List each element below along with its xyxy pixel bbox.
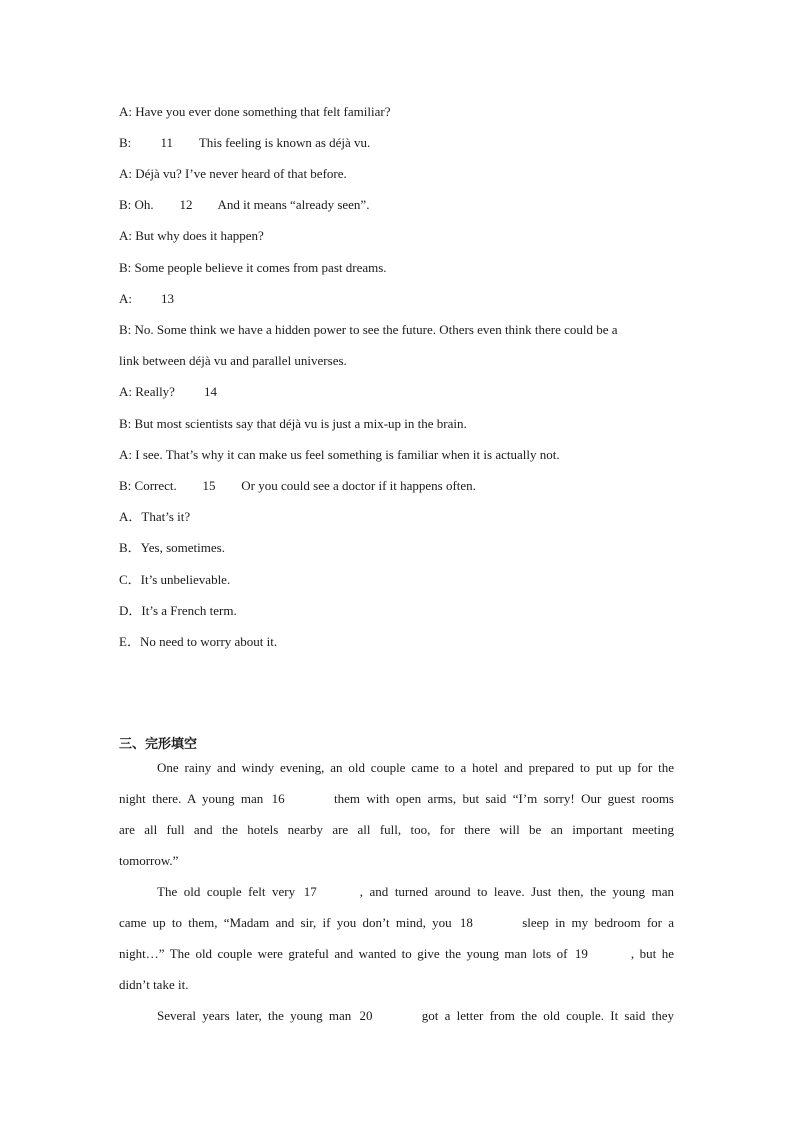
cloze-passage — [119, 760, 674, 1039]
blank-13[interactable]: 13 — [161, 291, 174, 306]
blank-14[interactable]: 14 — [203, 384, 217, 399]
option-d: D．It’s a French term. — [119, 603, 237, 618]
dialogue-line: A: Have you ever done something that felt familiar? — [119, 104, 391, 119]
passage-line: The old couple felt very 17 , and turned around to leave. Just then, the young man — [157, 884, 674, 899]
option-c: C．It’s unbelievable. — [119, 572, 231, 587]
blank-15[interactable]: 15 — [202, 478, 216, 493]
passage-line: One rainy and windy evening, an old couple came to a hotel and prepared to put up for the — [157, 760, 674, 775]
passage-line: night…” The old couple were grateful and wanted to give the young man lots of 19 , but he — [119, 946, 675, 961]
option-a: A．That’s it? — [119, 509, 191, 524]
passage-line: came up to them, “Madam and sir, if you don’t mind, you 18 sleep in my bedroom for a — [119, 915, 675, 930]
option-b: B．Yes, sometimes. — [119, 540, 225, 555]
blank-19[interactable]: 19 — [574, 946, 588, 961]
blank-20[interactable]: 20 — [359, 1008, 373, 1023]
blank-18[interactable]: 18 — [459, 915, 473, 930]
dialogue-line: A: 13 — [119, 291, 197, 307]
passage-line: night there. A young man 16 them with open arms, but said “I’m sorry! Our guest rooms — [119, 791, 674, 806]
section-heading: 三、完形填空 — [119, 737, 198, 752]
passage-line: Several years later, the young man 20 got a letter from the old couple. It said they — [157, 1008, 675, 1023]
blank-12[interactable]: 12 — [179, 197, 193, 212]
dialogue-line: A: But why does it happen? — [119, 228, 264, 243]
passage-line: are all full and the hotels nearby are all full, too, for there will be an important meeting — [119, 822, 674, 837]
dialogue-line: A: I see. That’s why it can make us feel something is familiar when it is actually not. — [119, 447, 560, 462]
passage-line: didn’t take it. — [119, 977, 189, 992]
dialogue-line: B: Correct. 15 Or you could see a doctor if it happens often. — [119, 478, 476, 493]
blank-17[interactable]: 17 — [303, 884, 317, 899]
blank-11[interactable]: 11 — [160, 135, 174, 150]
blank-16[interactable]: 16 — [271, 791, 285, 806]
dialogue-line: A: Really? 14 — [119, 384, 239, 400]
dialogue-line: B: But most scientists say that déjà vu is just a mix-up in the brain. — [119, 416, 467, 431]
option-e: E．No need to worry about it. — [119, 634, 278, 649]
dialogue-line: B: Some people believe it comes from past dreams. — [119, 260, 387, 275]
dialogue-line: B: 11 This feeling is known as déjà vu. — [119, 135, 371, 150]
dialogue-line: B: No. Some think we have a hidden power to see the future. Others even think there could be a — [119, 322, 618, 337]
dialogue-line: A: Déjà vu? I’ve never heard of that before. — [119, 166, 347, 181]
passage-line: tomorrow.” — [119, 853, 179, 868]
dialogue-line: link between déjà vu and parallel universes. — [119, 353, 347, 368]
dialogue-line: B: Oh. 12 And it means “already seen”. — [119, 197, 370, 212]
